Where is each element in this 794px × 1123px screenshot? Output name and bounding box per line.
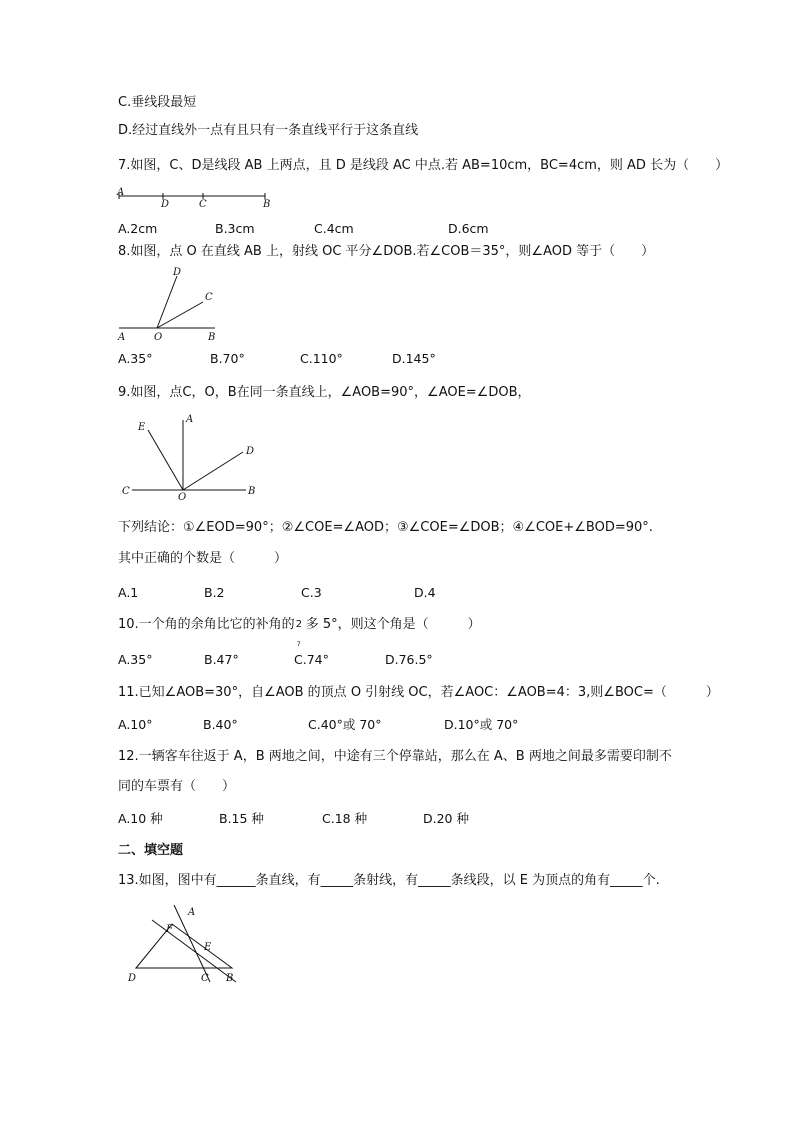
fig9-label-d: D [246,446,255,457]
option-q7-b[interactable]: B.3cm [215,221,255,236]
question-10 [118,616,481,648]
option-q12-b[interactable]: B.15 种 [219,811,264,826]
question-9: 9.如图，点C，O，B在同一条直线上，∠AOB=90°，∠AOE=∠DOB， [118,385,531,400]
figure-13 [124,902,244,988]
fig8-label-a: A [118,332,126,343]
question-11: 11.已知∠AOB=30°，自∠AOB 的顶点 O 引射线 OC，若∠AOC：∠AOB=4：3,则∠BOC=（ ） [118,685,719,700]
option-q8-a[interactable]: A.35° [118,351,153,366]
option-q9-d[interactable]: D.4 [414,585,436,600]
fig13-label-b: B [226,973,234,984]
fig13-label-d: D [128,973,137,984]
fig8-label-b: B [208,332,216,343]
fig7-label-b: B [263,199,271,210]
option-q10-c[interactable]: C.74° [294,652,329,667]
option-q8-d[interactable]: D.145° [392,351,436,366]
fig9-label-c: C [122,486,130,497]
fig9-label-o: O [178,492,187,503]
fig13-label-c: C [201,973,209,984]
option-q12-a[interactable]: A.10 种 [118,811,163,826]
section-title-fill-in: 二、填空题 [118,843,184,858]
fig7-label-a: A [117,187,125,198]
fig13-label-f: F [166,924,173,935]
question-12-line-1: 12.一辆客车往返于 A，B 两地之间，中途有三个停靠站，那么在 A、B 两地之间最多需要印制不 [118,749,672,764]
question-7: 7.如图，C、D是线段 AB 上两点，且 D 是线段 AC 中点.若 AB=10cm，BC=4cm，则 AD 长为（ ） [118,158,729,173]
option-d-line: D.经过直线外一点有且只有一条直线平行于这条直线 [118,123,419,138]
fig8-label-c: C [205,292,213,303]
option-q10-d[interactable]: D.76.5° [385,652,433,667]
option-q8-c[interactable]: C.110° [300,351,343,366]
fig8-label-o: O [154,332,163,343]
option-q9-a[interactable]: A.1 [118,585,139,600]
option-q11-b[interactable]: B.40° [203,717,238,732]
figure-7 [115,186,275,208]
question-12-line-2: 同的车票有（ ） [118,779,236,794]
fig7-label-c: C [199,199,207,210]
option-q10-a[interactable]: A.35° [118,652,153,667]
option-q11-c[interactable]: C.40°或 70° [308,717,382,732]
option-q9-b[interactable]: B.2 [204,585,225,600]
option-q7-d[interactable]: D.6cm [448,221,489,236]
option-q12-c[interactable]: C.18 种 [322,811,368,826]
option-q7-a[interactable]: A.2cm [118,221,158,236]
option-q11-d[interactable]: D.10°或 70° [444,717,519,732]
fig13-label-a: A [188,907,196,918]
figure-8 [115,266,225,344]
fraction-denominator: 7 [296,641,301,648]
fig7-label-d: D [161,199,170,210]
option-c-line: C.垂线段最短 [118,95,197,110]
question-10-part-b: 多 5°，则这个角是（ ） [305,617,481,632]
fig9-label-b: B [248,486,256,497]
option-q12-d[interactable]: D.20 种 [423,811,469,826]
fraction-numerator: 2 [295,619,303,630]
question-10-part-a: 10.一个角的余角比它的补角的 [118,617,295,632]
option-q9-c[interactable]: C.3 [301,585,322,600]
option-q10-b[interactable]: B.47° [204,652,239,667]
fig9-label-e: E [138,422,146,433]
fig13-label-e: E [204,942,212,953]
question-8: 8.如图，点 O 在直线 AB 上，射线 OC 平分∠DOB.若∠COB＝35°，则∠AOD 等于（ ） [118,244,655,259]
option-q8-b[interactable]: B.70° [210,351,245,366]
question-13: 13.如图，图中有______条直线，有_____条射线，有_____条线段，以 E 为顶点的角有_____个. [118,873,660,888]
fig9-label-a: A [186,414,194,425]
figure-9 [118,412,268,502]
option-q7-c[interactable]: C.4cm [314,221,354,236]
fig8-label-d: D [173,267,182,278]
question-9-ask: 其中正确的个数是（ ） [118,551,288,566]
option-q11-a[interactable]: A.10° [118,717,153,732]
question-9-conclusions: 下列结论：①∠EOD=90°；②∠COE=∠AOD；③∠COE=∠DOB；④∠COE+∠BOD=90°. [118,520,653,535]
